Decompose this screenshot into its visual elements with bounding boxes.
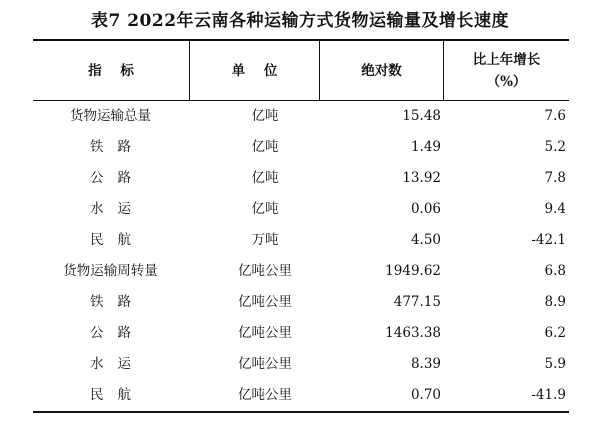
- indicator-cell: 民航: [90, 232, 145, 248]
- growth-cell: 5.9: [544, 356, 566, 372]
- unit-cell: 亿吨: [251, 170, 279, 186]
- table-row: [33, 256, 569, 287]
- unit-cell: 亿吨公里: [238, 356, 292, 372]
- absolute-cell: 15.48: [402, 108, 441, 124]
- unit-cell: 万吨: [251, 232, 279, 248]
- indicator-cell: 铁路: [90, 294, 145, 310]
- header-absolute: [320, 41, 443, 100]
- absolute-cell: 0.70: [410, 387, 441, 403]
- absolute-cell: 4.50: [410, 232, 441, 248]
- header-absolute-label: 绝对数: [361, 62, 402, 79]
- growth-cell: 8.9: [544, 294, 566, 310]
- unit-cell: 亿吨: [251, 108, 279, 124]
- indicator-cell: 民航: [90, 387, 145, 403]
- indicator-cell: 水运: [90, 201, 145, 217]
- indicator-cell: 公路: [90, 325, 145, 341]
- absolute-cell: 8.39: [410, 356, 441, 372]
- table-row: [33, 101, 569, 132]
- indicator-cell: 公路: [90, 170, 145, 186]
- table-row: [33, 287, 569, 318]
- table-body: [33, 101, 569, 411]
- header-unit-label: 单 位: [231, 62, 278, 79]
- growth-cell: 7.8: [544, 170, 566, 186]
- growth-cell: 7.6: [544, 108, 566, 124]
- header-growth: [444, 41, 569, 100]
- absolute-cell: 1463.38: [385, 325, 441, 341]
- absolute-cell: 0.06: [410, 201, 441, 217]
- table-row: [33, 318, 569, 349]
- unit-cell: 亿吨公里: [238, 325, 292, 341]
- absolute-cell: 477.15: [393, 294, 441, 310]
- header-growth-unit: （%）: [486, 73, 527, 90]
- growth-cell: 6.2: [544, 325, 566, 341]
- header-unit: [190, 41, 319, 100]
- unit-cell: 亿吨公里: [238, 387, 292, 403]
- table-bottom-rule: [33, 411, 569, 413]
- table-title: 表7 2022年云南各种运输方式货物运输量及增长速度: [90, 11, 510, 31]
- table-row: [33, 225, 569, 256]
- absolute-cell: 13.92: [402, 170, 441, 186]
- header-growth-label: 比上年增长: [472, 51, 541, 68]
- absolute-cell: 1949.62: [385, 263, 441, 279]
- growth-cell: 5.2: [544, 139, 566, 155]
- indicator-cell: 货物运输总量: [70, 108, 151, 124]
- table-row: [33, 132, 569, 163]
- table-row: [33, 349, 569, 380]
- header-indicator: [33, 41, 189, 100]
- unit-cell: 亿吨公里: [238, 294, 292, 310]
- growth-cell: -42.1: [531, 232, 566, 248]
- table-row: [33, 163, 569, 194]
- indicator-cell: 水运: [90, 356, 145, 372]
- table-row: [33, 194, 569, 225]
- table-row: [33, 380, 569, 411]
- unit-cell: 亿吨: [251, 139, 279, 155]
- absolute-cell: 1.49: [410, 139, 441, 155]
- growth-cell: -41.9: [531, 387, 566, 403]
- growth-cell: 6.8: [544, 263, 566, 279]
- unit-cell: 亿吨: [251, 201, 279, 217]
- growth-cell: 9.4: [544, 201, 566, 217]
- unit-cell: 亿吨公里: [238, 263, 292, 279]
- header-indicator-label: 指 标: [88, 62, 134, 79]
- indicator-cell: 铁路: [90, 139, 145, 155]
- indicator-cell: 货物运输周转量: [63, 263, 158, 279]
